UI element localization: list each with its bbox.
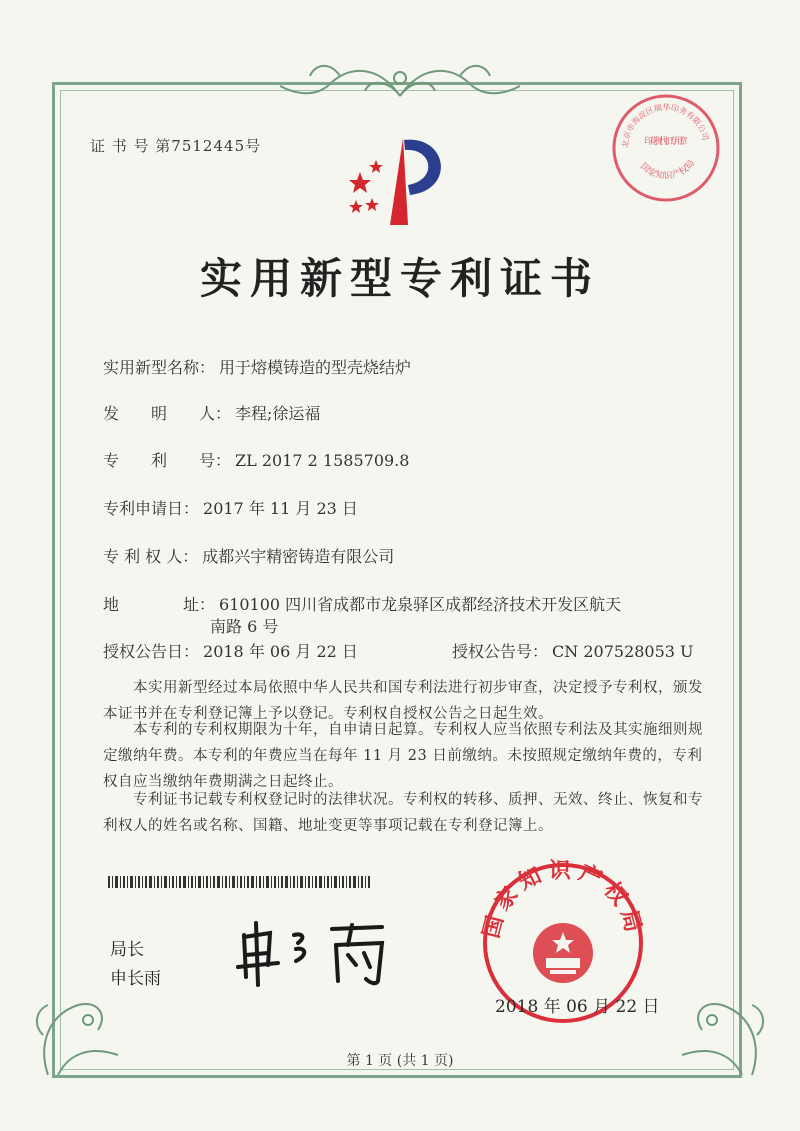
- field-label: 专 利 号：: [103, 451, 232, 470]
- field-label: 发 明 人：: [103, 404, 232, 423]
- tax-stamp: [610, 92, 722, 204]
- field-address-line2: 南路 6 号: [210, 617, 279, 636]
- field-value: 用于熔模铸造的型壳烧结炉: [219, 358, 412, 377]
- field-grant-date: [103, 639, 358, 662]
- certificate-number: 证 书 号 第7512445号: [90, 137, 262, 155]
- field-patent-number: [103, 448, 409, 471]
- field-label: 实用新型名称：: [103, 358, 216, 377]
- field-address: [103, 592, 621, 615]
- field-value: 成都兴宇精密铸造有限公司: [202, 547, 395, 566]
- svg-text:国家知识产权局: [638, 158, 697, 182]
- field-utility-name: [103, 355, 411, 378]
- signatory-name: 申长雨: [110, 969, 161, 989]
- field-value: 610100 四川省成都市龙泉驿区成都经济技术开发区航天: [219, 595, 622, 614]
- top-ornament: [270, 56, 530, 106]
- handwritten-signature: [232, 915, 412, 990]
- page-footer: 第 1 页 (共 1 页): [346, 1053, 454, 1069]
- paragraph-legal-status: 专利证书记载专利权登记时的法律状况。专利权的转移、质押、无效、终止、恢复和专利权人的姓名或名称、国籍、地址变更等事项记载在专利登记簿上。: [103, 792, 703, 834]
- patent-office-logo: [338, 130, 458, 230]
- field-label: 地 址：: [103, 595, 216, 614]
- field-value: ZL 2017 2 1585709.8: [235, 451, 410, 470]
- field-label: 授权公告日：: [103, 642, 200, 661]
- seal-arc-text: 国家知识产权局: [478, 858, 648, 941]
- barcode: [108, 876, 370, 888]
- field-label: 专利申请日：: [103, 499, 200, 518]
- stamp-top-bottom-text: 国家知识产权局: [638, 158, 698, 182]
- field-filing-date: [103, 496, 358, 519]
- signatory-title: 局长: [110, 940, 144, 960]
- field-patentee: [103, 544, 394, 567]
- field-value: 2017 年 11 月 23 日: [203, 499, 358, 518]
- seal-date: 2018 年 06 月 22 日: [495, 997, 660, 1017]
- field-value: 2018 年 06 月 22 日: [203, 642, 358, 661]
- field-label: 授权公告号：: [452, 642, 549, 661]
- stamp-top-arc-text: 北京市海淀区瑞华印务有限公司: [620, 102, 711, 149]
- stamp-top-inner-text: 印花税代扣专用章: [644, 137, 688, 147]
- field-label: 专 利 权 人：: [103, 547, 199, 566]
- paragraph-grant: 本实用新型经过本局依照中华人民共和国专利法进行初步审查，决定授予专利权，颁发本证书并在专利登记簿上予以登记。专利权自授权公告之日起生效。: [103, 680, 703, 722]
- field-grant-number: [452, 639, 694, 662]
- page-title: 实用新型专利证书: [199, 254, 600, 303]
- paragraph-term: 本专利的专利权期限为十年，自申请日起算。专利权人应当依照专利法及其实施细则规定缴纳年费。本专利的年费应当在每年 11 月 23 日前缴纳。未按照规定缴纳年费的，专利权自应当缴纳年费期满之日起终止。: [103, 722, 703, 790]
- field-value: 李程;徐运福: [235, 404, 321, 423]
- field-value: CN 207528053 U: [552, 642, 694, 661]
- field-inventor: [103, 401, 320, 424]
